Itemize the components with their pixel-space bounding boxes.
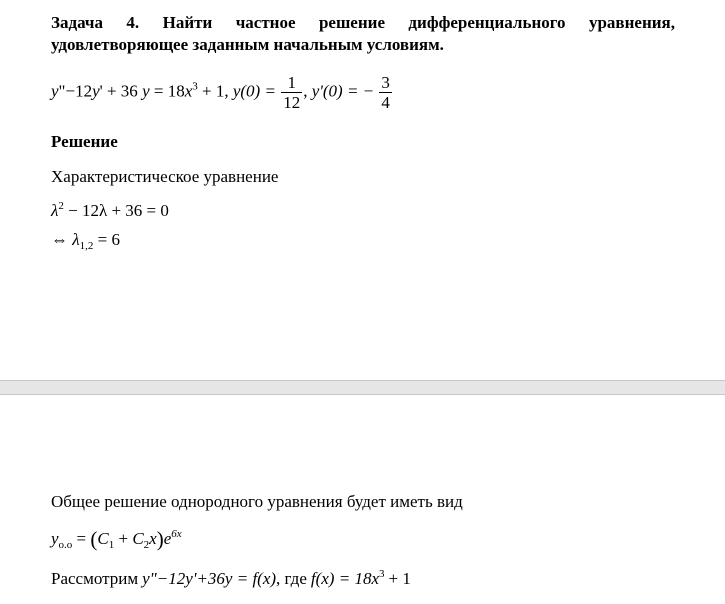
lambda: λ — [51, 201, 59, 220]
eq-y-prime: y — [92, 81, 100, 101]
eq-coef-36: + 36 — [106, 81, 138, 101]
general-solution-label: Общее решение однородного уравнения будет иметь вид — [51, 492, 463, 511]
eq-x: x — [184, 81, 193, 101]
frac-den: 12 — [283, 93, 301, 112]
general-solution-formula — [51, 527, 675, 552]
c2-subscript: 2 — [143, 539, 150, 551]
eq-plus-one: + 1, — [202, 81, 229, 101]
frac-den: 4 — [381, 93, 390, 112]
where-word: , где — [276, 569, 307, 588]
roots-value: = 6 — [97, 230, 120, 249]
eq-double-prime: " — [58, 81, 66, 101]
characteristic-label: Характеристическое уравнение — [51, 167, 279, 186]
task-statement: Задача 4. Найти частное решение дифференциального уравнения, удовлетворяющее заданным начальным условиям. — [51, 13, 675, 54]
fraction-1-12 — [281, 73, 302, 112]
document-page-2 — [0, 395, 725, 604]
close-paren: ) — [156, 527, 164, 551]
eq-rhs-coef: = 18 — [153, 81, 185, 101]
eq-comma: , — [303, 81, 308, 101]
frac-num: 3 — [381, 73, 390, 92]
equivalence-arrow-icon: ⇔ — [51, 230, 68, 249]
open-paren: ( — [90, 527, 98, 551]
eq-power: 3 — [192, 80, 198, 93]
exp-e: e — [163, 529, 172, 548]
initial-condition-1: y(0) = — [232, 81, 276, 101]
eq-y0: y — [142, 81, 150, 101]
consider-word: Рассмотрим — [51, 569, 139, 588]
initial-condition-2: y'(0) = − — [311, 81, 375, 101]
fx-power: 3 — [378, 568, 385, 580]
eq-prime: ' — [99, 81, 103, 101]
eq-coef-12: −12 — [65, 81, 93, 101]
solution-heading: Решение — [51, 132, 118, 151]
characteristic-roots — [51, 230, 675, 250]
equals-sign: = — [76, 529, 87, 548]
fx-definition: f(x) = 18x — [310, 569, 379, 588]
var-x: x — [149, 529, 157, 548]
page-break-gap — [0, 380, 725, 395]
constant-c1: C — [97, 529, 109, 548]
characteristic-equation — [51, 201, 675, 221]
fx-rest: + 1 — [388, 569, 411, 588]
y-oo-subscript: о.о — [58, 539, 73, 551]
c1-subscript: 1 — [108, 539, 115, 551]
exp-power: 6x — [171, 528, 182, 540]
plus-sign: + — [118, 529, 129, 548]
frac-num: 1 — [281, 73, 302, 93]
fraction-3-4 — [379, 73, 392, 112]
lambda-power: 2 — [58, 200, 64, 212]
y-oo: y — [51, 529, 59, 548]
eq-y: y — [51, 81, 59, 101]
consider-line — [51, 569, 675, 589]
nonhomogeneous-equation: y"−12y'+36y = f(x) — [142, 569, 277, 588]
differential-equation — [51, 73, 675, 112]
constant-c2: C — [132, 529, 144, 548]
lambda: λ — [72, 230, 80, 249]
char-eq-rest: − 12λ + 36 = 0 — [68, 201, 169, 220]
lambda-subscript: 1,2 — [79, 240, 94, 252]
